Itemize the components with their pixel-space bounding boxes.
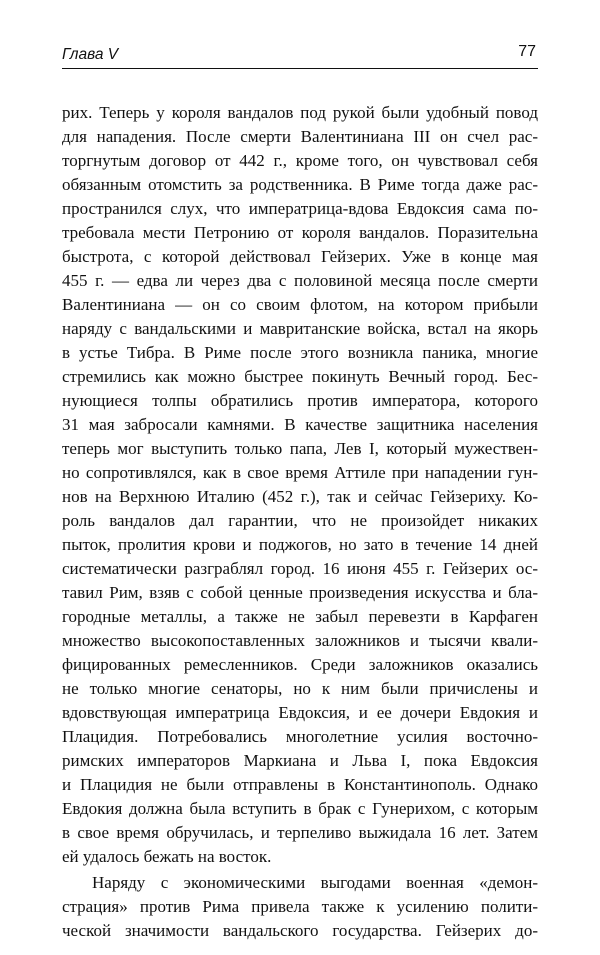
text-line: тавил Рим, взяв с собой ценные произведения искусства и бла- bbox=[62, 583, 538, 602]
text-line: фицированных ремесленников. Среди заложников оказались bbox=[62, 655, 538, 674]
text-line: пыток, пролития крови и поджогов, но зато в течение 14 дней bbox=[62, 535, 538, 554]
text-line: пространился слух, что императрица-вдова Евдоксия сама по- bbox=[62, 199, 538, 218]
text-line: но сопротивлялся, как в свое время Аттиле при нападении гун- bbox=[62, 463, 538, 482]
text-line: обязанным отомстить за родственника. В Риме тогда даже рас- bbox=[62, 175, 538, 194]
text-line: в устье Тибра. В Риме после этого возникла паника, многие bbox=[62, 343, 538, 362]
text-line: 31 мая забросали камнями. В качестве защитника населения bbox=[62, 415, 538, 434]
page-number: 77 bbox=[518, 43, 536, 60]
text-line: страция» против Рима привела также к усилению полити- bbox=[62, 897, 538, 916]
text-line: Наряду с экономическими выгодами военная «демон- bbox=[92, 873, 538, 892]
paragraph bbox=[62, 101, 538, 869]
text-line: для нападения. После смерти Валентиниана III он счел рас- bbox=[62, 127, 538, 146]
text-line: не только многие сенаторы, но к ним были причислены и bbox=[62, 679, 538, 698]
text-line: наряду с вандальскими и мавританские войска, встал на якорь bbox=[62, 319, 538, 338]
text-line: рих. Теперь у короля вандалов под рукой были удобный повод bbox=[62, 103, 538, 122]
text-line: вдовствующая императрица Евдоксия, и ее дочери Евдокия и bbox=[62, 703, 538, 722]
text-line: Плацидия. Потребовались многолетние усилия восточно- bbox=[62, 727, 538, 746]
text-line: римских императоров Маркиана и Льва I, пока Евдоксия bbox=[62, 751, 538, 770]
body-text bbox=[62, 101, 538, 943]
text-line: Валентиниана — он со своим флотом, на котором прибыли bbox=[62, 295, 538, 314]
text-line: систематически разграблял город. 16 июня 455 г. Гейзерих ос- bbox=[62, 559, 538, 578]
text-line: теперь мог выступить только папа, Лев I, который мужествен- bbox=[62, 439, 538, 458]
running-header bbox=[62, 43, 538, 69]
text-line: ей удалось бежать на восток. bbox=[62, 847, 272, 866]
text-line: требовала мести Петронию от короля вандалов. Поразительна bbox=[62, 223, 538, 242]
text-line: торгнутым договор от 442 г., кроме того, он чувствовал себя bbox=[62, 151, 538, 170]
text-line: в свое время обручилась, и терпеливо выжидала 16 лет. Затем bbox=[62, 823, 538, 842]
paragraph bbox=[62, 871, 538, 943]
text-line: нов на Верхнюю Италию (452 г.), так и сейчас Гейзериху. Ко- bbox=[62, 487, 538, 506]
text-line: 455 г. — едва ли через два с половиной месяца после смерти bbox=[62, 271, 538, 290]
text-line: ческой значимости вандальского государства. Гейзерих до- bbox=[62, 921, 538, 940]
text-line: городные металлы, а также не забыл перевезти в Карфаген bbox=[62, 607, 538, 626]
text-line: нующиеся толпы обратились против императора, которого bbox=[62, 391, 538, 410]
chapter-title: Глава V bbox=[62, 46, 119, 63]
text-line: стремились как можно быстрее покинуть Вечный город. Бес- bbox=[62, 367, 538, 386]
text-line: множество высокопоставленных заложников и тысячи квали- bbox=[62, 631, 538, 650]
text-line: быстрота, с которой действовал Гейзерих. Уже в конце мая bbox=[62, 247, 538, 266]
text-line: Евдокия должна была вступить в брак с Гунерихом, с которым bbox=[62, 799, 538, 818]
text-line: роль вандалов дал гарантии, что не произойдет никаких bbox=[62, 511, 538, 530]
text-line: и Плацидия не были отправлены в Константинополь. Однако bbox=[62, 775, 538, 794]
